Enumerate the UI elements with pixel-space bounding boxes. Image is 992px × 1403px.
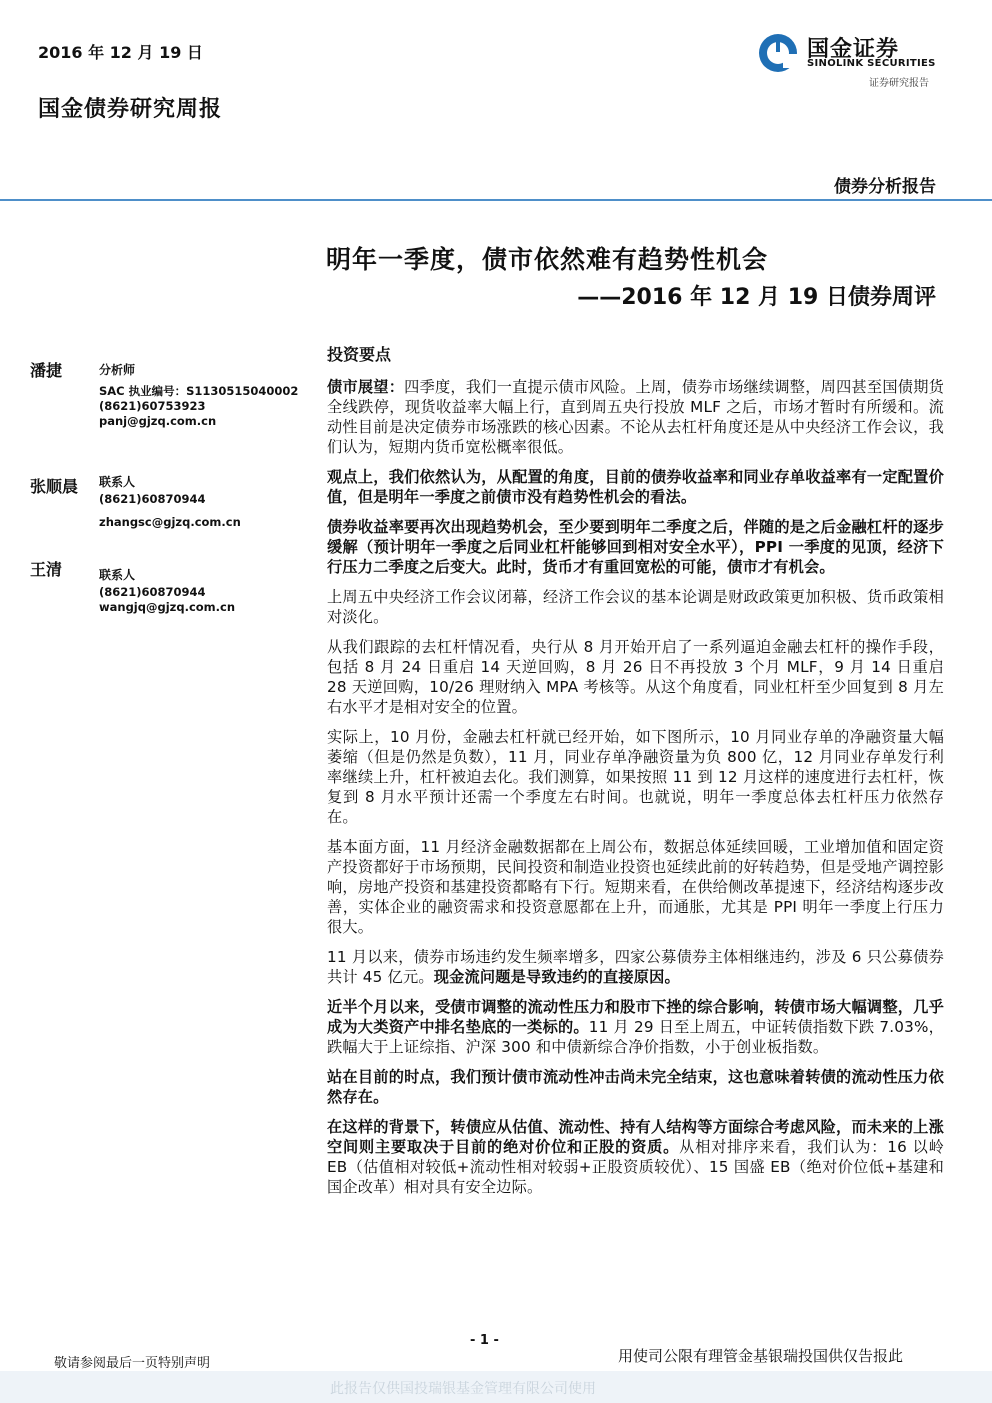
paragraph [327, 947, 944, 987]
logo-chinese-name: 国金证券 [807, 37, 900, 62]
paragraph-text: 债券收益率要再次出现趋势机会，至少要到明年二季度之后，伴随的是之后金融杠杆的逐步缓解（预计明年一季度之后同业杠杆能够回到相对安全水平），PPI 一季度的见顶，经济下行压力二季度之后变大。此时，货币才有重回宽松的可能，债市才有机会。 [327, 518, 944, 576]
analyst-email[interactable]: wangjq@gjzq.com.cn [99, 600, 236, 614]
paragraph: 基本面方面，11 月经济金融数据都在上周公布，数据总体延续回暖，工业增加值和固定资产投资都好于市场预期，民间投资和制造业投资也延续此前的好转趋势，但是受地产调控影响，房地产投资和基建投资都略有下行。短期来看，在供给侧改革提速下，经济结构逐步改善，实体企业的融资需求和投资意愿都在上升，而通胀，尤其是 PPI 明年一季度上行压力很大。 [327, 838, 944, 936]
analyst-contact [99, 568, 235, 615]
paragraph [327, 1117, 944, 1197]
paragraph-emphasis: 现金流问题是导致违约的直接原因。 [433, 968, 680, 986]
paragraph-lead: 近半个月以来，受债市调整的流动性压力和股市下挫的综合影响，转债市场大幅调整，几乎成为大类资产中排名垫底的一类标的。 [327, 998, 944, 1036]
page-number: - 1 - [470, 1333, 499, 1348]
paragraph [327, 467, 944, 507]
analyst-name: 王清 [30, 560, 63, 579]
section-title: 投资要点 [327, 345, 392, 364]
paragraph-text: 从相对排序来看，我们认为：16 以岭 EB（估值相对较低+流动性相对较弱+正股资质较优）、15 国盛 EB（绝对价位低+基建和国企改革）相对具有安全边际。 [327, 1138, 944, 1196]
analyst-role: 分析师 [99, 363, 136, 377]
paragraph: 从我们跟踪的去杠杆情况看，央行从 8 月开始开启了一系列逼迫金融去杠杆的操作手段，包括 8 月 24 日重启 14 天逆回购，8 月 26 日不再投放 3 个月 MLF，9 月 14 日重启 28 天逆回购，10/26 理财纳入 MPA 考核等。从这个角度看，同业杠杆至少回复到 8 月左右水平才是相对安全的位置。 [327, 638, 944, 716]
paragraph: 实际上，10 月份，金融去杠杆就已经开始，如下图所示，10 月同业存单的净融资量大幅萎缩（但是仍然是负数），11 月，同业存单净融资量为负 800 亿，12 月同业存单发行利率继续上升，杠杆被迫去化。我们测算，如果按照 11 到 12 月这样的速度进行去杠杆，恢复到 8 月水平预计还需一个季度左右时间。也就说，明年一季度总体去杠杆压力依然存在。 [327, 728, 944, 826]
paragraph-text: 站在目前的时点，我们预计债市流动性冲击尚未完全结束，这也意味着转债的流动性压力依然存在。 [327, 1068, 944, 1106]
series-title: 国金债券研究周报 [38, 97, 223, 122]
investment-highlights [327, 342, 944, 1207]
analyst-email[interactable]: panj@gjzq.com.cn [99, 414, 217, 428]
sinolink-logo-icon [757, 32, 799, 74]
logo-subtitle: 证券研究报告 [869, 78, 929, 89]
report-date: 2016 年 12 月 19 日 [38, 43, 203, 62]
report-subtitle: ——2016 年 12 月 19 日债券周评 [577, 285, 936, 310]
paragraph-text: 11 月 29 日至上周五，中证转债指数下跌 7.03%，跌幅大于上证综指、沪深 300 和中债新综合净价指数，小于创业板指数。 [327, 1018, 945, 1056]
report-title: 明年一季度，债市依然难有趋势性机会 [326, 245, 769, 274]
logo-english-name: SINOLINK SECURITIES [807, 58, 936, 69]
analyst-email[interactable]: zhangsc@gjzq.com.cn [99, 515, 241, 529]
analyst-role: 联系人 [99, 568, 136, 582]
analyst-sac-number: SAC 执业编号：S1130515040002 [99, 384, 299, 398]
analyst-contact [99, 363, 298, 429]
paragraph [327, 997, 944, 1057]
analyst-phone: (8621)60753923 [99, 399, 206, 413]
analyst-name: 潘捷 [30, 361, 63, 380]
paragraph-text: 四季度，我们一直提示债市风险。上周，债券市场继续调整，周四甚至国债期货全线跌停，现货收益率大幅上行，直到周五央行投放 MLF 之后，市场才暂时有所缓和。流动性目前是决定债券市场涨跌的核心因素。不论从去杠杆角度还是从中央经济工作会议，我们认为，短期内货币宽松概率很低。 [327, 378, 945, 456]
paragraph [327, 1067, 944, 1107]
watermark-text: 此报告仅供国投瑞银基金管理有限公司使用 [330, 1381, 596, 1397]
paragraph-text: 11 月以来，债券市场违约发生频率增多，四家公募债券主体相继违约，涉及 6 只公募债券共计 45 亿元。 [327, 948, 944, 986]
report-type: 债券分析报告 [834, 177, 936, 197]
company-logo [757, 30, 947, 90]
footer-license-text: 用使司公限有理管金基银瑞投国供仅告报此 [618, 1347, 904, 1365]
paragraph [327, 377, 944, 457]
header-divider [0, 199, 992, 201]
disclaimer-note: 敬请参阅最后一页特别声明 [54, 1356, 211, 1371]
analyst-name: 张顺晨 [30, 477, 79, 496]
paragraph-text: 观点上，我们依然认为，从配置的角度，目前的债券收益率和同业存单收益率有一定配置价值，但是明年一季度之前债市没有趋势性机会的看法。 [327, 468, 944, 506]
analyst-role: 联系人 [99, 475, 136, 489]
paragraph [327, 517, 944, 577]
analyst-phone: (8621)60870944 [99, 585, 206, 599]
paragraph: 上周五中央经济工作会议闭幕，经济工作会议的基本论调是财政政策更加积极、货币政策相对淡化。 [327, 588, 944, 626]
paragraph-lead: 在这样的背景下，转债应从估值、流动性、持有人结构等方面综合考虑风险，而未来的上涨空间则主要取决于目前的绝对价位和正股的资质。 [327, 1118, 944, 1156]
paragraph-lead: 债市展望： [327, 378, 405, 396]
analyst-phone: (8621)60870944 [99, 492, 206, 506]
analyst-contact [99, 475, 241, 530]
